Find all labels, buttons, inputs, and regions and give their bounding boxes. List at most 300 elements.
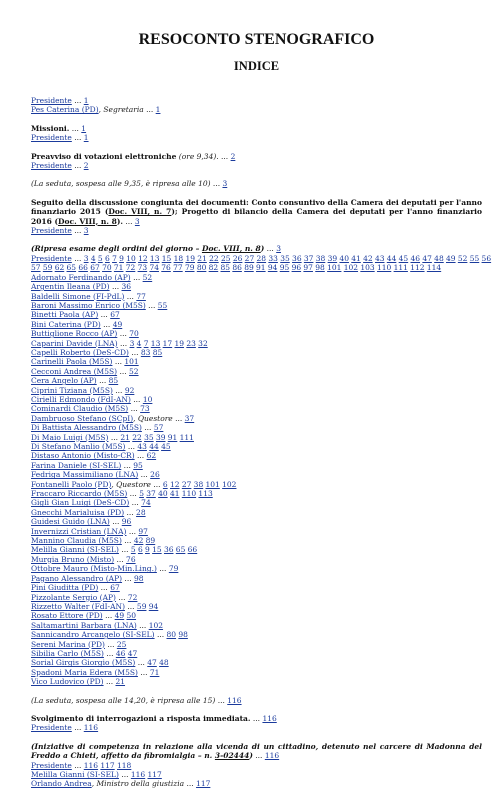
speakers-list bbox=[31, 273, 482, 687]
separator: ... bbox=[118, 545, 131, 555]
page-link[interactable]: 45 bbox=[398, 253, 409, 263]
speaker-link[interactable]: Melilla Gianni (SI-SEL) bbox=[31, 545, 119, 555]
page-link[interactable]: 6 bbox=[162, 479, 168, 489]
page-links bbox=[265, 751, 282, 760]
page-link[interactable]: 67 bbox=[110, 310, 120, 320]
speaker-link[interactable]: Bini Caterina (PD) bbox=[31, 319, 101, 329]
page-link[interactable]: 3 bbox=[83, 226, 89, 236]
speaker-link[interactable]: Ciprini Tiziana (M5S) bbox=[31, 385, 113, 395]
speaker-link[interactable]: Presidente bbox=[31, 161, 72, 171]
page-link[interactable]: 110 bbox=[376, 263, 392, 273]
speaker-link[interactable]: Gnecchi Marialuisa (PD) bbox=[31, 507, 125, 517]
speaker-link[interactable]: Baldelli Simone (FI-PdL) bbox=[31, 291, 125, 301]
doc-link[interactable]: Doc. VIII, n. 7 bbox=[108, 207, 172, 217]
page-link[interactable]: 3 bbox=[129, 338, 135, 348]
page-links bbox=[138, 527, 150, 536]
page-links bbox=[169, 564, 181, 573]
page-link[interactable]: 27 bbox=[181, 479, 192, 489]
section-suspension-2 bbox=[31, 696, 482, 705]
separator: ... bbox=[136, 620, 149, 630]
page-link[interactable]: 73 bbox=[140, 404, 150, 414]
page-link[interactable]: 13 bbox=[149, 253, 160, 263]
page-link[interactable]: 117 bbox=[196, 779, 211, 789]
section-heading: Svolgimento di interrogazioni a risposta immediata. ... 116 bbox=[31, 714, 482, 723]
page-link[interactable]: 101 bbox=[124, 357, 139, 367]
speaker-link[interactable]: Melilla Gianni (SI-SEL) bbox=[31, 770, 119, 779]
page-link[interactable]: 3 bbox=[222, 179, 228, 189]
doc-link[interactable]: Doc. VIII, n. 8 bbox=[58, 216, 117, 226]
speaker-link[interactable]: Di Battista Alessandro (M5S) bbox=[31, 423, 142, 433]
page-link[interactable]: 1 bbox=[83, 133, 89, 143]
page-link[interactable]: 103 bbox=[360, 263, 375, 273]
speaker-entry bbox=[31, 442, 482, 451]
speaker-link[interactable]: Cera Angelo (AP) bbox=[31, 376, 97, 386]
page-link[interactable]: 3 bbox=[134, 216, 140, 226]
section-bilancio bbox=[31, 198, 482, 236]
page-link[interactable]: 46 bbox=[410, 253, 421, 263]
page-link[interactable]: 5 bbox=[97, 253, 103, 263]
speaker-link[interactable]: Di Stefano Manlio (M5S) bbox=[31, 442, 126, 451]
speaker-link[interactable]: Buttiglione Rocco (AP) bbox=[31, 329, 118, 339]
speaker-link[interactable]: Murgia Bruno (Misto) bbox=[31, 554, 115, 564]
speaker-entry bbox=[31, 593, 482, 602]
page-link[interactable]: 80 bbox=[196, 263, 207, 273]
speaker-link[interactable]: Guidesi Guido (LNA) bbox=[31, 517, 110, 527]
page-link[interactable]: 48 bbox=[434, 253, 444, 263]
speaker-entry bbox=[31, 414, 482, 423]
speaker-link[interactable]: Invernizzi Cristian (LNA) bbox=[31, 526, 127, 536]
speaker-entry bbox=[31, 470, 482, 479]
page-link[interactable]: 77 bbox=[173, 263, 183, 273]
page-link[interactable]: 110 bbox=[181, 489, 197, 499]
page-link[interactable]: 97 bbox=[303, 263, 313, 273]
page-link[interactable]: 114 bbox=[426, 263, 442, 273]
separator: ... bbox=[118, 770, 131, 779]
separator: ... bbox=[184, 779, 197, 789]
doc-link[interactable]: 3-02444 bbox=[214, 751, 250, 761]
page-link[interactable]: 15 bbox=[161, 253, 172, 263]
page-link[interactable]: 49 bbox=[114, 611, 125, 621]
page-link[interactable]: 17 bbox=[162, 338, 173, 348]
page-links bbox=[139, 489, 215, 498]
separator: ... bbox=[122, 573, 134, 583]
speaker-entry bbox=[31, 357, 482, 366]
page-links bbox=[134, 574, 146, 583]
doc-link[interactable]: Doc. VIII, n. 8 bbox=[201, 244, 261, 254]
speaker-entry bbox=[31, 301, 482, 310]
page-links bbox=[110, 310, 122, 319]
separator: ... bbox=[71, 760, 84, 770]
speaker-link[interactable]: Binetti Paola (AP) bbox=[31, 310, 99, 320]
separator: ... bbox=[121, 536, 134, 546]
speaker-link[interactable]: Ottobre Mauro (Misto-Min.Ling.) bbox=[31, 564, 157, 574]
page-link[interactable]: 71 bbox=[113, 263, 124, 273]
section-iniziative bbox=[31, 742, 482, 789]
separator: ... bbox=[130, 394, 143, 404]
speaker-entry bbox=[31, 367, 482, 376]
page-link[interactable]: 67 bbox=[110, 583, 120, 593]
page-link[interactable]: 82 bbox=[208, 263, 219, 273]
speaker-entry bbox=[31, 621, 482, 630]
speaker-link[interactable]: Distaso Antonio (Misto-CR) bbox=[31, 451, 135, 461]
page-link[interactable]: 46 bbox=[115, 648, 126, 658]
page-link[interactable]: 71 bbox=[149, 667, 160, 677]
page-link[interactable]: 19 bbox=[174, 338, 185, 348]
speaker-link[interactable]: Fedriga Massimiliano (LNA) bbox=[31, 470, 139, 480]
speaker-link[interactable]: Presidente bbox=[31, 133, 72, 143]
speaker-link[interactable]: Di Maio Luigi (M5S) bbox=[31, 432, 109, 442]
page-link[interactable]: 15 bbox=[152, 545, 162, 555]
page-link[interactable]: 36 bbox=[292, 253, 302, 263]
index-entry bbox=[31, 161, 482, 170]
page-link[interactable]: 111 bbox=[393, 263, 408, 273]
speaker-link[interactable]: Fontanelli Paolo (PD) bbox=[31, 479, 112, 489]
page-link[interactable]: 37 bbox=[146, 489, 156, 499]
page-link[interactable]: 26 bbox=[232, 253, 243, 263]
page-link[interactable]: 35 bbox=[280, 253, 290, 263]
page-link[interactable]: 27 bbox=[244, 253, 255, 263]
page-link[interactable]: 42 bbox=[363, 253, 373, 263]
page-link[interactable]: 5 bbox=[139, 489, 144, 499]
speaker-entry bbox=[31, 574, 482, 583]
page-link[interactable]: 101 bbox=[327, 263, 342, 273]
page-link[interactable]: 96 bbox=[121, 517, 132, 527]
page-link[interactable]: 41 bbox=[351, 253, 361, 263]
page-link[interactable]: 40 bbox=[158, 489, 168, 499]
page-link[interactable]: 79 bbox=[184, 263, 195, 273]
page-link[interactable]: 73 bbox=[137, 263, 148, 273]
speaker-link[interactable]: Orlando Andrea bbox=[31, 779, 92, 789]
page-links bbox=[84, 226, 91, 235]
page-link[interactable]: 44 bbox=[149, 442, 159, 451]
page-link[interactable]: 116 bbox=[83, 723, 99, 733]
page-link[interactable]: 52 bbox=[457, 253, 468, 263]
page-link[interactable]: 70 bbox=[102, 263, 112, 273]
speaker-link[interactable]: Adornato Ferdinando (AP) bbox=[31, 272, 131, 282]
index-entry bbox=[31, 761, 482, 770]
page-link[interactable]: 116 bbox=[262, 713, 277, 723]
speaker-link[interactable]: Pagano Alessandro (AP) bbox=[31, 573, 123, 583]
speaker-link[interactable]: Baroni Massimo Enrico (M5S) bbox=[31, 300, 146, 310]
separator: ... bbox=[114, 554, 127, 564]
page-link[interactable]: 47 bbox=[127, 648, 138, 658]
page-link[interactable]: 74 bbox=[141, 498, 151, 508]
page-link[interactable]: 76 bbox=[126, 554, 136, 564]
page-link[interactable]: 6 bbox=[105, 253, 110, 263]
speaker-link[interactable]: Rosato Ettore (PD) bbox=[31, 611, 103, 621]
page-link[interactable]: 23 bbox=[186, 338, 196, 348]
page-link[interactable]: 40 bbox=[339, 253, 349, 263]
page-link[interactable]: 65 bbox=[66, 263, 77, 273]
page-link[interactable]: 57 bbox=[31, 263, 41, 273]
page-link[interactable]: 28 bbox=[256, 253, 267, 263]
page-link[interactable]: 72 bbox=[125, 263, 136, 273]
page-link[interactable]: 25 bbox=[220, 253, 231, 263]
page-link[interactable]: 59 bbox=[42, 263, 53, 273]
page-link[interactable]: 7 bbox=[143, 338, 149, 348]
page-link[interactable]: 49 bbox=[446, 253, 456, 263]
page-links bbox=[129, 367, 141, 376]
speaker-link[interactable]: Rizzetto Walter (FdI-AN) bbox=[31, 601, 125, 611]
page-link[interactable]: 112 bbox=[410, 263, 425, 273]
page-link[interactable]: 77 bbox=[136, 291, 146, 301]
heading-text: Missioni. bbox=[31, 123, 70, 133]
section-ordini-del-giorno bbox=[31, 244, 492, 687]
page-link[interactable]: 38 bbox=[193, 479, 204, 489]
suspension-text: (La seduta, sospesa alle 9,35, è ripresa alle 10) bbox=[31, 179, 211, 189]
speaker-entry bbox=[31, 273, 482, 282]
page-link[interactable]: 86 bbox=[232, 263, 242, 273]
section-heading: Preavviso di votazioni elettroniche (ore 9,34). ... 2 bbox=[31, 152, 482, 161]
page-link[interactable]: 118 bbox=[117, 760, 132, 770]
speaker-link[interactable]: Vico Ludovico (PD) bbox=[31, 677, 104, 687]
page-link[interactable]: 4 bbox=[136, 338, 142, 348]
page-link[interactable]: 10 bbox=[126, 253, 136, 263]
speaker-entry bbox=[31, 348, 482, 357]
intro-text: ) bbox=[260, 244, 265, 254]
page-link[interactable]: 19 bbox=[185, 253, 195, 263]
speaker-link[interactable]: Saltamartini Barbara (LNA) bbox=[31, 620, 137, 630]
page-link[interactable]: 65 bbox=[175, 545, 186, 555]
page-links bbox=[158, 301, 170, 310]
speaker-link[interactable]: Dambruoso Stefano (SCpI) bbox=[31, 413, 134, 423]
page-links bbox=[115, 611, 139, 620]
page-links bbox=[84, 254, 494, 263]
page-links bbox=[115, 677, 127, 686]
page-link[interactable]: 37 bbox=[303, 253, 314, 263]
separator: ... bbox=[141, 423, 154, 433]
page-link[interactable]: 56 bbox=[481, 253, 492, 263]
page-link[interactable]: 1 bbox=[81, 123, 87, 133]
speaker-link[interactable]: Gigli Gian Luigi (DeS-CD) bbox=[31, 498, 130, 508]
page-link[interactable]: 22 bbox=[209, 253, 219, 263]
speaker-link[interactable]: Presidente bbox=[31, 226, 72, 236]
speaker-entry bbox=[31, 376, 482, 385]
page-link[interactable]: 5 bbox=[130, 545, 136, 555]
page-link[interactable]: 66 bbox=[187, 545, 198, 555]
suspension-note: (La seduta, sospesa alle 9,35, è ripresa alle 10) ... 3 bbox=[31, 179, 482, 188]
heading-text: Seguito della discussione congiunta dei documenti: Conto consuntivo della Camera dei deputati per l'anno finanziario 2015 ( bbox=[31, 197, 482, 217]
speaker-link[interactable]: Spadoni Maria Edera (M5S) bbox=[31, 667, 138, 677]
page-link[interactable]: 36 bbox=[121, 282, 132, 292]
page-link[interactable]: 76 bbox=[161, 263, 171, 273]
page-link[interactable]: 94 bbox=[148, 601, 159, 611]
page-link[interactable]: 4 bbox=[90, 253, 96, 263]
page-link[interactable]: 91 bbox=[167, 432, 178, 442]
page-link[interactable]: 12 bbox=[169, 479, 180, 489]
page-link[interactable]: 102 bbox=[148, 620, 164, 630]
page-link[interactable]: 55 bbox=[157, 300, 168, 310]
speaker-link[interactable]: Mannino Claudia (M5S) bbox=[31, 536, 122, 546]
page-link[interactable]: 74 bbox=[149, 263, 159, 273]
page-link[interactable]: 3 bbox=[83, 253, 89, 263]
page-link[interactable]: 96 bbox=[291, 263, 302, 273]
page-links bbox=[134, 536, 158, 545]
page-link[interactable]: 42 bbox=[133, 536, 144, 546]
page-link[interactable]: 117 bbox=[100, 760, 115, 770]
page-link[interactable]: 111 bbox=[179, 432, 194, 442]
page-link[interactable]: 41 bbox=[169, 489, 180, 499]
page-link[interactable]: 57 bbox=[153, 423, 164, 433]
page-link[interactable]: 62 bbox=[54, 263, 65, 273]
page-link[interactable]: 72 bbox=[127, 592, 138, 602]
page-link[interactable]: 7 bbox=[112, 253, 117, 263]
page-link[interactable]: 37 bbox=[184, 413, 195, 423]
page-link[interactable]: 59 bbox=[136, 601, 147, 611]
page-links bbox=[143, 273, 155, 282]
page-link[interactable]: 83 bbox=[140, 347, 151, 357]
speaker-entry bbox=[31, 640, 482, 649]
separator: ... bbox=[117, 366, 129, 376]
speaker-link[interactable]: Cecconi Andrea (M5S) bbox=[31, 366, 118, 376]
page-link[interactable]: 67 bbox=[90, 263, 100, 273]
intro-text: (Ripresa esame degli ordini del giorno – bbox=[31, 244, 202, 254]
index-entry bbox=[31, 105, 482, 114]
page-link[interactable]: 80 bbox=[166, 630, 177, 640]
page-link[interactable]: 66 bbox=[78, 263, 88, 273]
page-link[interactable]: 39 bbox=[155, 432, 166, 442]
page-link[interactable]: 28 bbox=[136, 507, 146, 517]
speaker-link[interactable]: Sereni Marina (PD) bbox=[31, 639, 105, 649]
speaker-link[interactable]: Capelli Roberto (DeS-CD) bbox=[31, 347, 129, 357]
page-link[interactable]: 44 bbox=[386, 253, 397, 263]
page-link[interactable]: 85 bbox=[152, 347, 163, 357]
speaker-link[interactable]: Pes Caterina (PD) bbox=[31, 105, 99, 115]
speaker-link[interactable]: Presidente bbox=[31, 723, 72, 733]
page-link[interactable]: 95 bbox=[133, 460, 143, 470]
page-link[interactable]: 85 bbox=[220, 263, 231, 273]
page-link[interactable]: 116 bbox=[130, 770, 146, 779]
separator: ... bbox=[127, 489, 140, 499]
page-link[interactable]: 10 bbox=[142, 394, 153, 404]
speaker-link[interactable]: Farina Daniele (SI-SEL) bbox=[31, 460, 122, 470]
page-link[interactable]: 117 bbox=[147, 770, 162, 779]
page-link[interactable]: 113 bbox=[198, 489, 213, 499]
page-link[interactable]: 52 bbox=[129, 366, 139, 376]
page-link[interactable]: 50 bbox=[126, 611, 137, 621]
page-link[interactable]: 62 bbox=[146, 451, 157, 461]
page-link[interactable]: 6 bbox=[137, 545, 143, 555]
page-link[interactable]: 79 bbox=[168, 564, 179, 574]
page-link[interactable]: 43 bbox=[137, 442, 147, 451]
page-link[interactable]: 26 bbox=[150, 470, 160, 480]
separator: ... bbox=[112, 385, 125, 395]
page-link[interactable]: 2 bbox=[83, 161, 89, 171]
page-links bbox=[185, 414, 197, 423]
page-link[interactable]: 89 bbox=[145, 536, 156, 546]
page-link[interactable]: 48 bbox=[159, 658, 169, 668]
intro-text: ) bbox=[249, 751, 253, 761]
separator: ... bbox=[137, 667, 150, 677]
page-link[interactable]: 102 bbox=[222, 479, 237, 489]
page-link[interactable]: 89 bbox=[244, 263, 254, 273]
page-link[interactable]: 1 bbox=[83, 96, 89, 105]
speaker-link[interactable]: Fraccaro Riccardo (M5S) bbox=[31, 489, 128, 499]
page-link[interactable]: 43 bbox=[374, 253, 385, 263]
page-link[interactable]: 91 bbox=[256, 263, 266, 273]
speaker-link[interactable]: Presidente bbox=[31, 760, 72, 770]
separator: ... bbox=[115, 592, 128, 602]
page-link[interactable]: 13 bbox=[150, 338, 161, 348]
page-link[interactable]: 92 bbox=[124, 385, 135, 395]
page-link[interactable]: 45 bbox=[161, 442, 171, 451]
page-link[interactable]: 116 bbox=[83, 760, 99, 770]
page-link[interactable]: 3 bbox=[276, 244, 281, 254]
speaker-link[interactable]: Argentin Ileana (PD) bbox=[31, 282, 110, 292]
page-link[interactable]: 49 bbox=[112, 319, 123, 329]
speaker-link[interactable]: Presidente bbox=[31, 96, 72, 105]
page-link[interactable]: 38 bbox=[315, 253, 326, 263]
speaker-link[interactable]: Cirielli Edmondo (FdI-AN) bbox=[31, 394, 131, 404]
page-link[interactable]: 32 bbox=[198, 338, 208, 348]
page-link[interactable]: 2 bbox=[230, 151, 236, 161]
speaker-entry bbox=[31, 498, 482, 507]
page-link[interactable]: 36 bbox=[163, 545, 174, 555]
speaker-link[interactable]: Sibilia Carlo (M5S) bbox=[31, 648, 104, 658]
page-link[interactable]: 12 bbox=[138, 253, 148, 263]
page-link[interactable]: 102 bbox=[343, 263, 359, 273]
page-link[interactable]: 22 bbox=[132, 432, 142, 442]
page-link[interactable]: 21 bbox=[197, 253, 207, 263]
page-link[interactable]: 35 bbox=[144, 432, 154, 442]
page-link[interactable]: 85 bbox=[108, 376, 119, 386]
speaker-link[interactable]: Sannicandro Arcangelo (SI-SEL) bbox=[31, 630, 155, 640]
page-link[interactable]: 94 bbox=[267, 263, 278, 273]
page-link[interactable]: 25 bbox=[116, 639, 127, 649]
page-link[interactable]: 70 bbox=[129, 329, 139, 339]
speaker-link[interactable]: Caparini Davide (LNA) bbox=[31, 338, 118, 348]
speaker-link[interactable]: Presidente bbox=[31, 253, 72, 263]
page-links bbox=[113, 320, 125, 329]
page-link[interactable]: 55 bbox=[469, 253, 480, 263]
speaker-entry bbox=[31, 329, 482, 338]
speaker-entry bbox=[31, 282, 482, 291]
page-link[interactable]: 21 bbox=[115, 677, 126, 687]
page-link[interactable]: 47 bbox=[422, 253, 432, 263]
page-link[interactable]: 98 bbox=[133, 573, 144, 583]
page-link[interactable]: 9 bbox=[119, 253, 124, 263]
page-link[interactable]: 18 bbox=[173, 253, 184, 263]
speaker-link[interactable]: Pini Giuditta (PD) bbox=[31, 583, 99, 593]
page-link[interactable]: 39 bbox=[327, 253, 338, 263]
page-links bbox=[135, 217, 142, 226]
index-heading: INDICE bbox=[233, 59, 280, 73]
page-link[interactable]: 116 bbox=[264, 751, 280, 761]
speaker-entry bbox=[31, 555, 482, 564]
page-link[interactable]: 98 bbox=[178, 630, 188, 640]
page-link[interactable]: 101 bbox=[205, 479, 220, 489]
page-links bbox=[133, 461, 145, 470]
index-entry bbox=[31, 779, 482, 788]
page-links bbox=[149, 621, 166, 630]
speaker-link[interactable]: Pizzolante Sergio (AP) bbox=[31, 592, 116, 602]
speaker-link[interactable]: Cominardi Claudio (M5S) bbox=[31, 404, 129, 414]
page-link[interactable]: 33 bbox=[268, 253, 278, 263]
page-link[interactable]: 52 bbox=[142, 272, 153, 282]
speaker-link[interactable]: Sorial Girgis Giorgio (M5S) bbox=[31, 658, 136, 668]
page-link[interactable]: 97 bbox=[138, 526, 148, 536]
page-link[interactable]: 116 bbox=[227, 695, 242, 705]
speaker-link[interactable]: Carinelli Paola (M5S) bbox=[31, 357, 113, 367]
page-link[interactable]: 1 bbox=[155, 105, 161, 115]
speaker-entry bbox=[31, 480, 482, 489]
page-link[interactable]: 21 bbox=[120, 432, 130, 442]
page-link[interactable]: 47 bbox=[147, 658, 157, 668]
page-link[interactable]: 98 bbox=[315, 263, 325, 273]
page-link[interactable]: 95 bbox=[279, 263, 290, 273]
page-link[interactable]: 9 bbox=[145, 545, 150, 555]
speaker-entry bbox=[31, 649, 482, 658]
